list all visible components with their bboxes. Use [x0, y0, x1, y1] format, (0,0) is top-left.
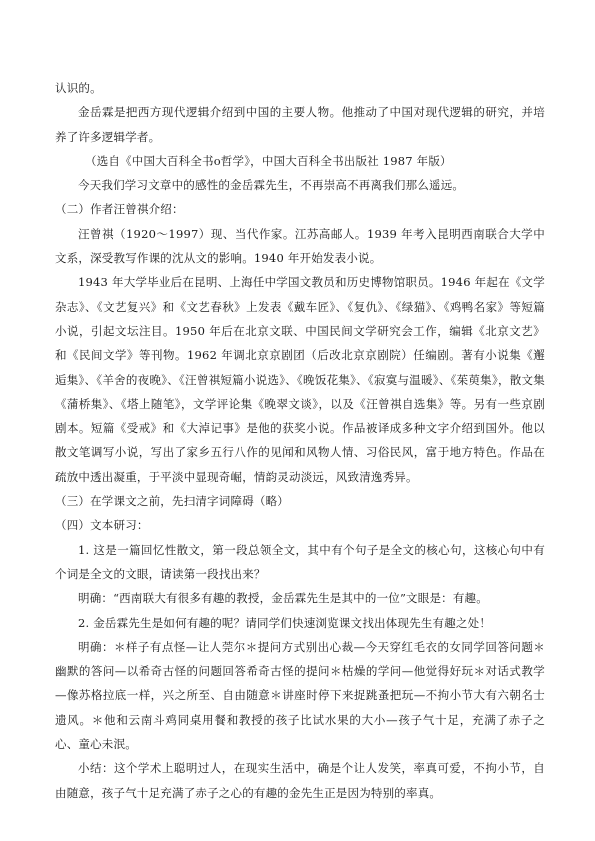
document-body	[55, 76, 545, 805]
paragraph: 1943 年大学毕业后在昆明、上海任中学国文教员和历史博物馆职员。1946 年起在《文学杂志》、《文艺复兴》和《文艺春秋》上发表《戴车匠》、《复仇》、《绿猫》、《鸡鸭名家》等短篇小说，引起文坛注目。1950 年后在北京文联、中国民间文学研究会工作，编辑《北京文艺》和《民间文学》等刊物。1962 年调北京京剧团（后改北京京剧院）任编剧。著有小说集《邂逅集》、《羊舍的夜晚》、《汪曾祺短篇小说选》、《晚饭花集》、《寂寞与温暖》、《茱萸集》，散文集《蒲桥集》、《塔上随笔》，文学评论集《晚翠文谈》，以及《汪曾祺自选集》等。另有一些京剧剧本。短篇《受戒》和《大淖记事》是他的获奖小说。作品被译成多种文字介绍到国外。他以散文笔调写小说，写出了家乡五行八作的见闻和风物人情、习俗民风，富于地方特色。作品在疏放中透出凝重，于平淡中显现奇崛，情韵灵动淡远，风致清逸秀异。	[55, 275, 545, 484]
paragraph: 认识的。	[55, 81, 102, 95]
paragraph: （选自《中国大百科全书o哲学》，中国大百科全书出版社 1987 年版）	[85, 153, 452, 168]
paragraph: 金岳霖是把西方现代逻辑介绍到中国的主要人物。他推动了中国对现代逻辑的研究，并培养了许多逻辑学者。	[55, 105, 545, 144]
paragraph: 汪曾祺（1920～1997）现、当代作家。江苏高邮人。1939 年考入昆明西南联合大学中文系，深受教写作课的沈从文的影响。1940 年开始发表小说。	[55, 226, 545, 266]
paragraph: 1. 这是一篇回忆性散文，第一段总领全文，其中有个句子是全文的核心句，这核心句中有个词是全文的文眼，请读第一段找出来？	[55, 542, 545, 581]
section-heading: （三）在学课文之前，先扫清字词障碍（略）	[55, 494, 289, 509]
section-heading: （二）作者汪曾祺介绍：	[55, 202, 184, 217]
paragraph: 今天我们学习文章中的感性的金岳霖先生，不再崇高不再离我们那么遥远。	[78, 178, 465, 193]
section-heading: （四）文本研习：	[55, 518, 149, 533]
paragraph: 小结：这个学术上聪明过人，在现实生活中，确是个让人发笑，率真可爱，不拘小节，自由随意，孩子气十足充满了赤子之心的有趣的金先生正是因为特别的率真。	[55, 761, 545, 800]
paragraph: 明确：＊样子有点怪—让人莞尔＊提问方式别出心裁—今天穿红毛衣的女同学回答问题＊幽默的答问—以希奇古怪的问题回答希奇古怪的提问＊枯燥的学问—他觉得好玩＊对话式教学—像苏格拉底一样，兴之所至、自由随意＊讲座时停下来捉跳蚤把玩—不拘小节大有六朝名士遗风。＊他和云南斗鸡同桌用餐和教授的孩子比试水果的大小—孩子气十足，充满了赤子之心、童心未泯。	[55, 639, 545, 752]
paragraph: 2. 金岳霖先生是如何有趣的呢？请同学们快速浏览课文找出体现先生有趣之处！	[78, 615, 492, 630]
paragraph: 明确：“西南联大有很多有趣的教授，金岳霖先生是其中的一位”文眼是：有趣。	[78, 591, 488, 606]
